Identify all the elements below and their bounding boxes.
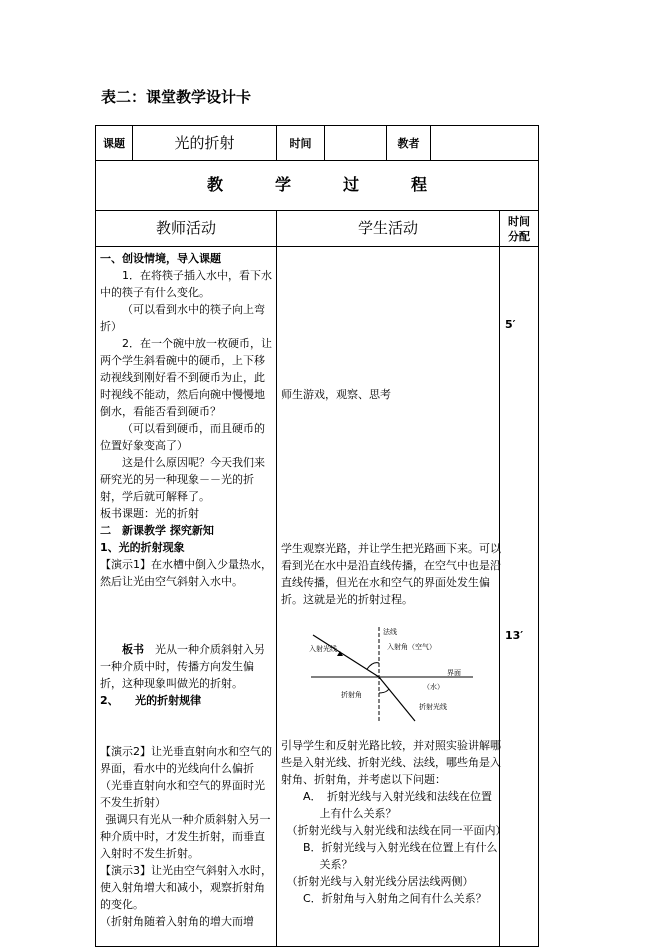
teacher-p2: （可以看到水中的筷子向上弯折） [100, 303, 265, 333]
answer-b: （折射光线与入射光线分居法线两侧） [286, 875, 474, 888]
label-refracted-ray: 折射光线 [419, 703, 447, 711]
label-incident-ray: 入射光线 [309, 645, 337, 653]
demo2-answer: （光垂直射向水和空气的界面时光不发生折射） [100, 779, 265, 809]
board-label: 板书 [122, 643, 144, 656]
teacher-value-cell [431, 126, 539, 161]
question-b: B．折射光线与入射光线在位置上有什么关系？ [303, 841, 498, 871]
board-text: 光从一种介质斜射入另一种介质中时，传播方向发生偏折，这种现象叫做光的折射。 [100, 643, 265, 690]
refracted-ray [379, 677, 415, 721]
teacher-label: 教者 [387, 126, 431, 161]
time-13min: 13′ [505, 629, 524, 642]
student-s3: 引导学生和反射光路比较，并对照实验讲解哪些是入射光线、折射光线、法线，哪些角是入射角、折射角，并考虑以下问题： [281, 739, 501, 786]
incident-ray [313, 635, 379, 677]
time-allocation-cell [500, 247, 539, 947]
demo3-answer: （折射角随着入射角的增大而增 [100, 915, 254, 928]
label-normal: 法线 [383, 628, 397, 636]
incident-angle-arc [367, 663, 379, 669]
label-refraction-angle: 折射角 [341, 691, 362, 699]
student-s3-block [281, 737, 507, 907]
demo1: 【演示1】在水槽中倒入少量热水，然后让光由空气斜射入水中。 [100, 558, 272, 588]
topic-value: 光的折射 [133, 126, 277, 161]
time-5min: 5′ [505, 318, 516, 331]
section2-title: 二 新课教学 探究新知 [100, 524, 214, 537]
question-a: A． 折射光线与入射光线和法线在位置上有什么关系？ [303, 790, 493, 820]
process-header [96, 161, 539, 211]
refraction-diagram [307, 625, 477, 725]
topic-label: 课题 [96, 126, 133, 161]
refraction-angle-arc [379, 689, 389, 693]
demo3: 【演示3】让光由空气斜射入水时，使入射角增大和减小，观察折射角的变化。 [100, 864, 272, 911]
question-c: C．折射角与入射角之间有什么关系？ [303, 892, 487, 905]
label-water: （水） [423, 683, 444, 691]
teacher-activity-header: 教师活动 [96, 211, 277, 247]
student-activity-header: 学生活动 [277, 211, 500, 247]
page-title: 表二：课堂教学设计卡 [101, 88, 252, 106]
subsection2-title [100, 692, 273, 709]
process-title: 教学过程 [206, 175, 479, 194]
label-interface: 界面 [447, 669, 461, 677]
time-header-line1: 时间 [508, 214, 530, 228]
section1-title: 一、创设情境，导入课题 [100, 252, 221, 265]
time-label: 时间 [277, 126, 325, 161]
demo2: 【演示2】让光垂直射向水和空气的界面，看水中的光线向什么偏折 [100, 745, 272, 775]
lesson-design-table [95, 125, 539, 947]
subsection1-title: 1、光的折射现象 [100, 541, 185, 554]
teacher-p4: （可以看到硬币，而且硬币的位置好象变高了） [100, 422, 265, 452]
answer-a: （折射光线与入射光线和法线在同一平面内） [286, 824, 507, 837]
teacher-p5: 这是什么原因呢？今天我们来研究光的另一种现象－－光的折射，学后就可解释了。 [100, 456, 265, 503]
label-incident-angle: 入射角（空气） [387, 643, 436, 651]
student-activity-cell [277, 247, 507, 947]
emphasis-note: 强调只有光从一种介质斜射入另一种介质中时，才发生折射，而垂直入射时不发生折射。 [100, 813, 271, 860]
subsection2-num: 2、 [100, 694, 114, 707]
student-s1: 师生游戏，观察、思考 [281, 388, 391, 401]
time-allocation-header [500, 211, 539, 247]
time-value-cell [325, 126, 387, 161]
spacer [100, 709, 273, 743]
spacer [100, 590, 273, 641]
teacher-p3: 2．在一个碗中放一枚硬币，让两个学生斜看碗中的硬币，上下移动视线到刚好看不到硬币为止，此时视线不能动，然后向碗中慢慢地倒水，看能否看到硬币？ [100, 337, 272, 418]
board-note [100, 641, 273, 692]
student-s2: 学生观察光路，并让学生把光路画下来。可以看到光在水中是沿直线传播，在空气中也是沿直线传播，但光在水和空气的界面处发生偏折。这就是光的折射过程。 [281, 542, 501, 606]
time-header-line2: 分配 [508, 229, 530, 243]
teacher-activity-cell [96, 247, 277, 947]
subsection2-text: 光的折射规律 [135, 694, 202, 707]
teacher-p1: 1．在将筷子插入水中，看下水中的筷子有什么变化。 [100, 269, 272, 299]
teacher-p6: 板书课题：光的折射 [100, 507, 199, 520]
